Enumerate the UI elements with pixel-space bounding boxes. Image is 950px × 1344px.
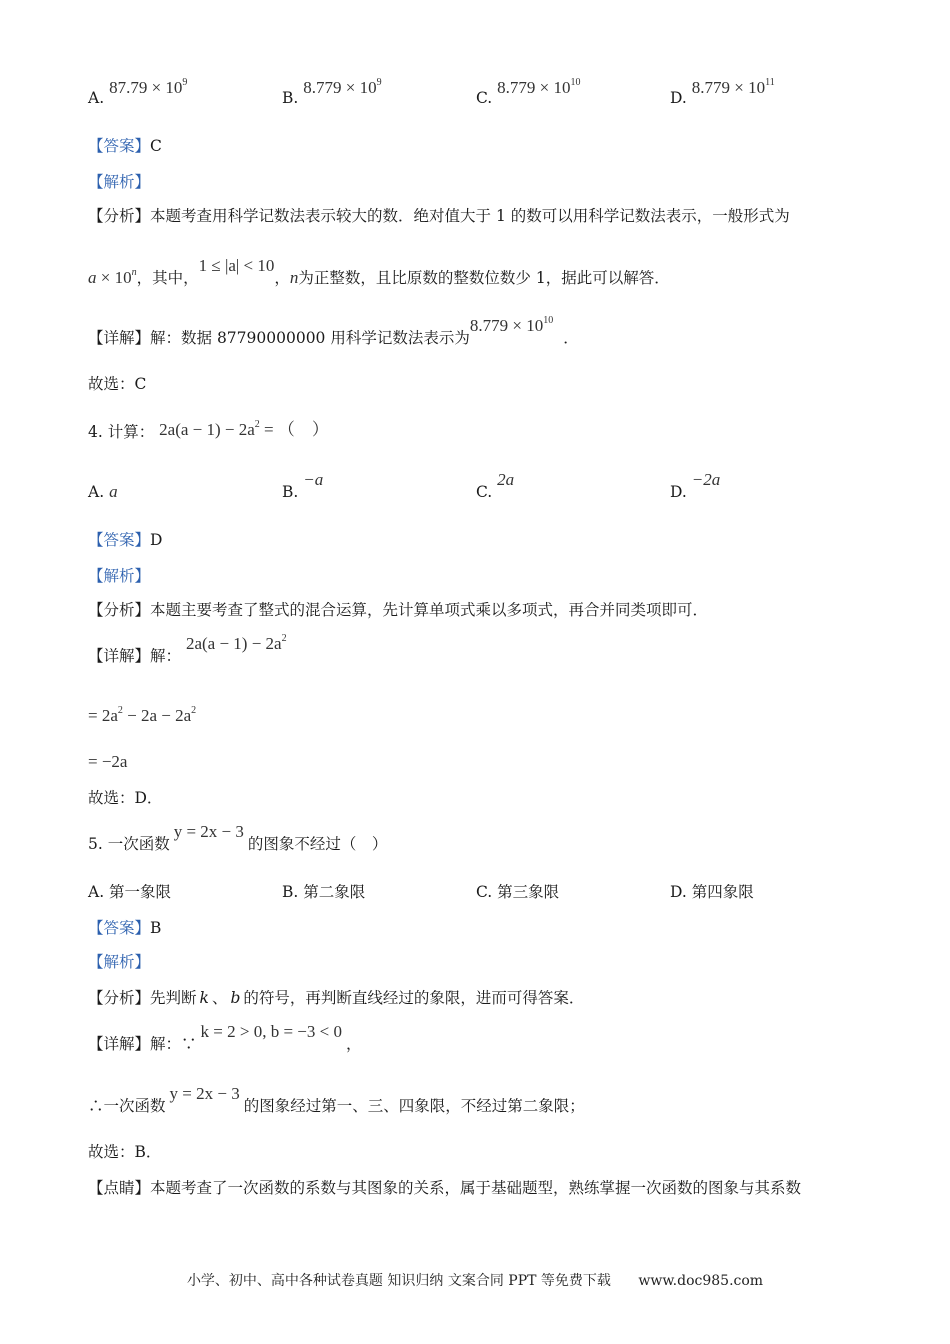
q4-analysis-tag (88, 566, 150, 586)
math-base: 8.779 × 10 (303, 78, 377, 97)
stem-tail: = （ ） (259, 420, 329, 439)
text: ， (274, 269, 290, 287)
q4-option-c (476, 470, 515, 502)
option-label: B. (282, 483, 299, 501)
option-label: C. (476, 89, 493, 107)
option-label: D. (670, 483, 687, 501)
therefore-text: ∴一次函数 (88, 1097, 166, 1115)
q3-analysis-tag (88, 172, 150, 192)
q4-option-b (282, 470, 324, 502)
text: 的符号，再判断直线经过的象限，进而可得答案． (243, 989, 585, 1007)
footer-text: 小学、初中、高中各种试卷真题 知识归纳 文案合同 PPT 等免费下载 (186, 1273, 611, 1289)
option-label: A. (88, 89, 105, 107)
answer-tag: 【答案】 (88, 919, 151, 937)
answer-tag: 【答案】 (88, 531, 151, 549)
option-label: D. (670, 89, 687, 107)
math-exponent: n (131, 267, 137, 278)
choose-text: 故选：D． (88, 789, 163, 807)
q5-therefore (88, 1084, 585, 1116)
text: 、 (211, 989, 228, 1007)
math-base: − 2a − 2a (122, 706, 192, 725)
math-exponent: 11 (765, 77, 775, 88)
text: 为正整数，且比原数的整数位数少 1，据此可以解答． (298, 269, 670, 287)
math-exponent: 2 (281, 633, 287, 644)
math-var: b (230, 989, 241, 1007)
text: ． (563, 329, 579, 347)
option-math: −a (303, 470, 324, 489)
analysis-tag: 【解析】 (88, 173, 151, 191)
choose-text: 故选：C (88, 375, 147, 393)
math-var: a (88, 268, 97, 287)
sci-form-math (88, 268, 137, 287)
math-exponent: 2 (191, 705, 197, 716)
math-exponent: 9 (376, 77, 382, 88)
q5-stem (88, 822, 388, 854)
footer-url[interactable]: www.doc985.com (638, 1273, 764, 1289)
math-exponent: 2 (254, 419, 260, 430)
q4-answer (88, 530, 162, 550)
text: ，其中， (136, 269, 199, 287)
choose-text: 故选：B． (88, 1143, 162, 1161)
q5-option-b: B. 第二象限 (282, 883, 366, 901)
math-base: 2a(a − 1) − 2a (185, 634, 282, 653)
q4-option-d (670, 470, 721, 502)
q4-fenxi (88, 600, 708, 620)
text: 先判断 (150, 989, 197, 1007)
math-var: n (289, 268, 299, 287)
question-stem: 5. 一次函数 (88, 835, 170, 853)
q5-analysis-tag (88, 952, 150, 972)
option-math (109, 78, 187, 97)
dianjing-text: 本题考查了一次函数的系数与其图象的关系，属于基础题型，熟练掌握一次函数的图象与其系数 (150, 1179, 802, 1197)
detail-math (470, 316, 553, 335)
page-footer (0, 1270, 950, 1290)
answer-value: B (150, 919, 162, 937)
option-label: B. (282, 89, 299, 107)
analysis-tag: 【解析】 (88, 567, 151, 585)
q4-choose (88, 788, 162, 808)
detail-math (186, 634, 287, 653)
analysis-tag: 【解析】 (88, 953, 151, 971)
q4-detail (88, 633, 287, 666)
detail-tag: 【详解】 (88, 329, 151, 347)
math-exponent: 2 (117, 705, 123, 716)
q5-choose (88, 1142, 161, 1162)
q5-fenxi (88, 988, 584, 1008)
q3-answer (88, 136, 162, 156)
fenxi-text: 本题考查用科学记数法表示较大的数．绝对值大于 1 的数可以用科学记数法表示，一般形式为 (150, 207, 790, 225)
dianjing-tag: 【点睛】 (88, 1179, 151, 1197)
math-base: = 2a (88, 706, 118, 725)
math-base: 2a(a − 1) − 2a (159, 420, 255, 439)
option-math: −2a (691, 470, 721, 489)
math-base: 8.779 × 10 (691, 78, 766, 97)
answer-value: D (150, 531, 163, 549)
stem-math (159, 420, 329, 439)
fenxi-tag: 【分析】 (88, 601, 151, 619)
detail-text: 解： (150, 647, 182, 665)
option-math (497, 78, 580, 97)
q4-option-a (88, 482, 118, 502)
q5-dianjing (88, 1178, 801, 1198)
fenxi-tag: 【分析】 (88, 207, 151, 225)
text: ， (345, 1035, 362, 1053)
option-label: A. (88, 483, 110, 501)
math-base: × 10 (96, 268, 132, 287)
stem-math: y = 2x − 3 (173, 822, 244, 841)
detail-math: k = 2 > 0, b = −3 < 0 (200, 1022, 342, 1041)
therefore-math: y = 2x − 3 (169, 1084, 240, 1103)
option-math: a (109, 482, 118, 501)
detail-tag: 【详解】 (88, 1035, 151, 1053)
stem-tail: 的图象不经过（ ） (247, 835, 388, 853)
q3-form-line (88, 256, 670, 288)
q4-step-2 (88, 752, 127, 772)
q5-option-c: C. 第三象限 (476, 883, 560, 901)
fenxi-tag: 【分析】 (88, 989, 151, 1007)
detail-text: 解：∵ (150, 1035, 197, 1053)
q3-fenxi (88, 206, 790, 226)
q5-answer (88, 918, 161, 938)
math-base: 87.79 × 10 (109, 78, 183, 97)
answer-tag: 【答案】 (88, 137, 151, 155)
math-exponent: 10 (543, 315, 554, 326)
q5-option-a: A. 第一象限 (88, 883, 172, 901)
condition-math: 1 ≤ |a| < 10 (198, 256, 275, 275)
fenxi-text: 本题主要考查了整式的混合运算，先计算单项式乘以多项式，再合并同类项即可． (150, 601, 709, 619)
q4-step-1 (88, 706, 196, 726)
answer-value: C (150, 137, 162, 155)
q3-choose (88, 374, 146, 394)
step-math (88, 706, 196, 725)
q5-detail (88, 1022, 362, 1054)
detail-text: 解：数据 87790000000 用科学记数法表示为 (150, 329, 470, 347)
math-exponent: 9 (182, 77, 188, 88)
q4-stem (88, 419, 329, 442)
math-var: k (199, 989, 209, 1007)
question-stem: 4. 计算： (88, 423, 155, 441)
option-math (303, 78, 381, 97)
option-math: 2a (497, 470, 515, 489)
step-math: = −2a (88, 752, 128, 771)
math-base: 8.779 × 10 (497, 78, 571, 97)
math-exponent: 10 (570, 77, 581, 88)
q5-option-d: D. 第四象限 (670, 883, 754, 901)
detail-tag: 【详解】 (88, 647, 151, 665)
option-math (692, 78, 775, 97)
math-base: 8.779 × 10 (469, 316, 544, 335)
therefore-tail: 的图象经过第一、三、四象限，不经过第二象限； (243, 1097, 585, 1115)
option-label: C. (476, 483, 493, 501)
